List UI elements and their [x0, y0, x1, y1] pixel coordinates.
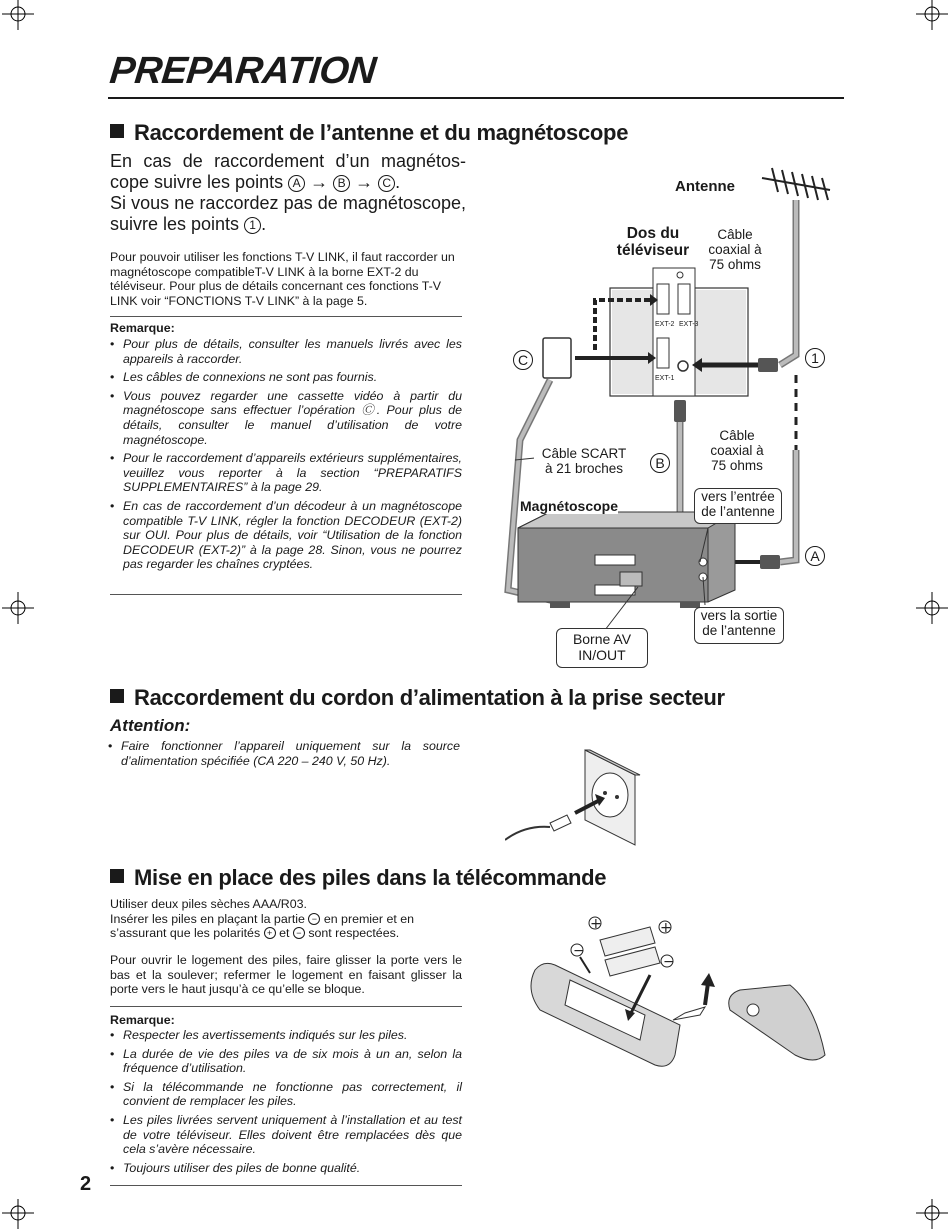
- arrow-right-icon: →: [310, 172, 329, 192]
- label-line: de l’antenne: [702, 623, 776, 638]
- circle-number-1: 1: [805, 348, 825, 368]
- plus-icon: +: [264, 927, 276, 939]
- coax-cable-top-label: [700, 227, 770, 272]
- marker-a: [805, 546, 825, 567]
- page-title: PREPARATION: [107, 50, 378, 92]
- svg-text:+: +: [590, 916, 602, 932]
- label-line: de l’antenne: [701, 504, 775, 519]
- arrow-right-icon: →: [355, 172, 374, 192]
- label-line: Câble: [717, 227, 753, 242]
- label-line: 75 ohms: [711, 458, 763, 473]
- circle-letter-a: A: [288, 175, 305, 192]
- plug-icon: [550, 815, 571, 831]
- tv-back-label-line1: Dos du: [626, 225, 680, 242]
- list-item: • Respecter les avertissements indiqués sur les piles.: [110, 1028, 462, 1043]
- circle-letter-c: C: [378, 175, 395, 192]
- list-item: • Pour plus de détails, consulter les manuels livrés avec les appareils à raccorder.: [110, 337, 462, 366]
- label-line: coaxial à: [708, 242, 762, 257]
- circle-letter-a: A: [805, 546, 825, 566]
- page-number: 2: [80, 1173, 92, 1195]
- registration-mark-icon: [910, 588, 950, 628]
- section-heading-text: Raccordement de l’antenne et du magnétoscope: [134, 120, 629, 145]
- scart-plug-icon: [543, 338, 571, 378]
- antenne-label: Antenne: [675, 178, 735, 195]
- remote-control-icon: [531, 963, 680, 1066]
- svg-text:−: −: [663, 954, 675, 970]
- battery-line-1: Utiliser deux piles sèches AAA/R03.: [110, 897, 307, 911]
- lead-text-b: Si vous ne raccordez pas de magnétoscope, suivre les points: [110, 193, 466, 234]
- registration-mark-icon: [0, 588, 40, 628]
- label-line: coaxial à: [710, 443, 764, 458]
- text-span: Insérer les piles en plaçant la partie: [110, 911, 305, 926]
- list-item: • Pour le raccordement d’appareils extérieurs supplémentaires, veuillez vous reporter à la section “PREPARATIFS SUPPLEMENTAIRES” à la page 29.: [110, 451, 462, 495]
- remark-title: Remarque:: [110, 1013, 175, 1027]
- note-divider: [110, 316, 462, 317]
- label-line: IN/OUT: [578, 647, 626, 663]
- list-item: • Si la télécommande ne fonctionne pas correctement, il convient de remplacer les piles.: [110, 1080, 462, 1109]
- antenna-socket: [678, 361, 688, 371]
- list-item: • En cas de raccordement d’un décodeur à un magnétoscope compatible T-V LINK, régler la fonction DECODEUR (EXT-2) sur OUI. Pour plus de détails, voir “Utilisation de la fonction DECODEUR (EXT-2)” à la page 28. Sinon, vous ne pourrez pas regarder les chaînes cryptées.: [110, 499, 462, 572]
- text-span: en premier et en s’assurant que les polarités: [110, 911, 415, 940]
- minus-icon: −: [293, 927, 305, 939]
- note-divider: [110, 1185, 462, 1186]
- scart-socket-ext1: [657, 338, 669, 368]
- registration-mark-icon: [910, 1189, 950, 1229]
- svg-text:+: +: [660, 920, 672, 936]
- circle-letter-b: B: [650, 453, 670, 473]
- battery-line-2: [110, 912, 462, 941]
- circle-letter-b: B: [333, 175, 350, 192]
- circle-letter-c: C: [513, 350, 533, 370]
- label-line: Borne AV: [572, 631, 632, 647]
- list-item: • Toujours utiliser des piles de bonne qualité.: [110, 1161, 462, 1176]
- battery-remark-list: [110, 1028, 462, 1179]
- registration-mark-icon: [0, 0, 40, 40]
- battery-icon: [600, 927, 660, 976]
- antenna-input-callout: [694, 488, 782, 524]
- square-bullet-icon: [110, 124, 124, 138]
- lead-text-a: En cas de raccordement d’un magnétos-cope suivre les points: [110, 151, 466, 192]
- coax-plug-icon: [758, 358, 778, 372]
- period: .: [395, 172, 401, 192]
- ext1-label: EXT-1: [655, 375, 675, 382]
- lead-paragraph: [110, 151, 466, 235]
- registration-mark-icon: [910, 0, 950, 40]
- antenna-icon: [762, 168, 830, 200]
- vcr-label: Magnétoscope: [520, 498, 619, 514]
- battery-door-icon: [729, 985, 825, 1060]
- section-heading-antenna: [110, 120, 628, 146]
- attention-list: [108, 739, 460, 772]
- power-outlet-illustration: [505, 745, 645, 850]
- text-span: et: [279, 926, 290, 940]
- scart-cable-label: [534, 446, 634, 476]
- attention-title: Attention:: [110, 716, 191, 735]
- section-heading-text: Raccordement du cordon d’alimentation à la prise secteur: [134, 685, 725, 710]
- list-item: • Les câbles de connexions ne sont pas fournis.: [110, 370, 462, 385]
- marker-1: [805, 348, 825, 369]
- tv-link-paragraph: Pour pouvoir utiliser les fonctions T-V LINK, il faut raccorder un magnétoscope compatibleT-V LINK à la borne EXT-2 du téléviseur. Pour plus de détails concernant ces fonctions T-V LINK voir “FONCTIONS T-V LINK” à la page 5.: [110, 250, 455, 308]
- title-divider: [108, 97, 844, 99]
- tv-back-label: [613, 225, 693, 259]
- ext2-label: EXT-2: [655, 321, 675, 328]
- scart-socket-ext3: [678, 284, 690, 314]
- list-item: • La durée de vie des piles va de six mois à un an, selon la fréquence d’utilisation.: [110, 1047, 462, 1076]
- list-item: • Les piles livrées servent uniquement à l’installation et au test de votre téléviseur. Elles doivent être remplacées dès que cela s’avère nécessaire.: [110, 1113, 462, 1157]
- label-line: 75 ohms: [709, 257, 761, 272]
- label-line: Câble: [719, 428, 755, 443]
- section-heading-batteries: [110, 865, 606, 891]
- battery-door-paragraph: Pour ouvrir le logement des piles, faire glisser la porte vers le bas et la soulever; refermer le logement en faisant glisser la porte vers le haut jusqu’à ce qu’elle se bloque.: [110, 953, 462, 996]
- list-item: • Faire fonctionner l’appareil uniquement sur la source d’alimentation spécifiée (CA 220 – 240 V, 50 Hz).: [108, 739, 460, 768]
- scart-socket-ext2: [657, 284, 669, 314]
- coax-cable-mid-label: [702, 428, 772, 473]
- tv-back-label-line2: téléviseur: [616, 242, 690, 259]
- square-bullet-icon: [110, 689, 124, 703]
- label-line: vers l’entrée: [701, 489, 775, 504]
- section-heading-power: [110, 685, 725, 711]
- period: .: [261, 214, 267, 234]
- vcr-icon: [518, 512, 735, 608]
- svg-text:−: −: [573, 943, 585, 959]
- registration-mark-icon: [0, 1189, 40, 1229]
- label-line: Câble SCART: [541, 446, 627, 461]
- section-heading-text: Mise en place des piles dans la télécommande: [134, 865, 607, 890]
- minus-icon: −: [308, 913, 320, 925]
- text-span: sont respectées.: [308, 926, 400, 940]
- remote-battery-illustration: [525, 915, 835, 1075]
- marker-c: [513, 350, 533, 371]
- battery-instructions: [110, 897, 462, 941]
- label-line: vers la sortie: [700, 608, 778, 623]
- remark-list: [110, 337, 462, 576]
- antenna-output-callout: [694, 607, 784, 644]
- list-item: • Vous pouvez regarder une cassette vidéo à partir du magnétoscope sans effectuer l’opération Ⓒ. Pour plus de détails, consulter le manuel d’utilisation de votre magnétoscope.: [110, 389, 462, 447]
- marker-b: [650, 453, 670, 474]
- note-divider: [110, 1006, 462, 1007]
- note-divider: [110, 594, 462, 595]
- ext3-label: EXT-3: [679, 321, 699, 328]
- av-terminal-callout: [556, 628, 648, 668]
- remark-title: Remarque:: [110, 321, 175, 335]
- label-line: à 21 broches: [544, 461, 624, 476]
- circle-number-1: 1: [244, 217, 261, 234]
- square-bullet-icon: [110, 869, 124, 883]
